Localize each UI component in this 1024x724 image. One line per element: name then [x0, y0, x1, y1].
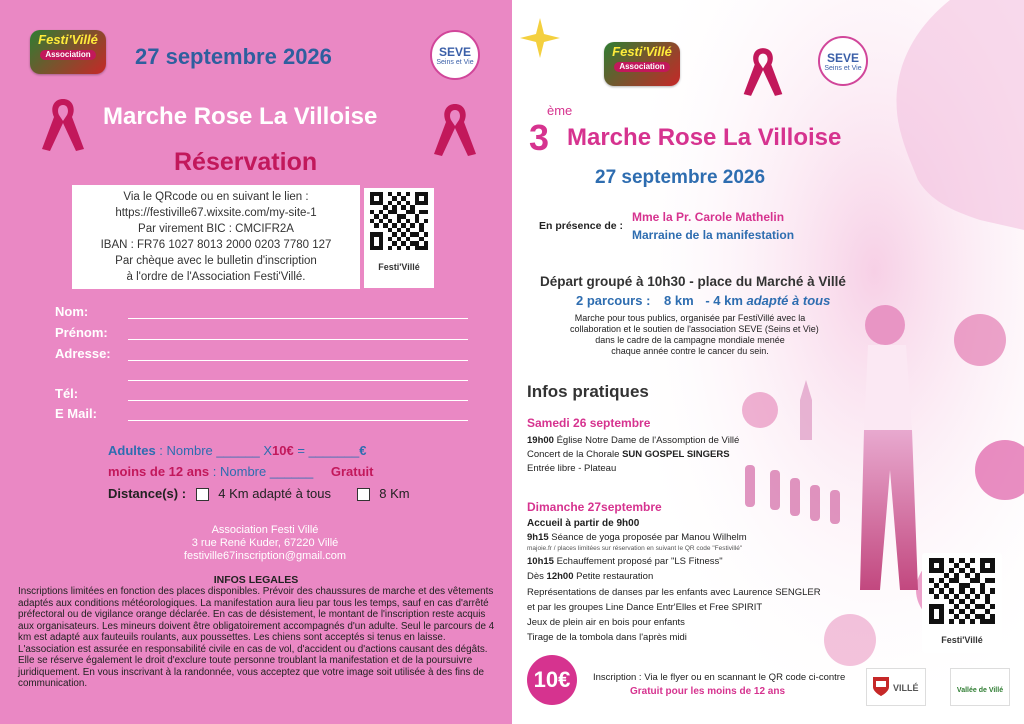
sunday-food [527, 571, 653, 582]
seve-logo-text: SEVE [826, 51, 859, 65]
child-label: moins de 12 ans [108, 464, 210, 479]
distance-8km-checkbox[interactable] [357, 488, 370, 501]
yoga-text: Séance de yoga proposée par Manou Wilhelm [548, 532, 747, 543]
warmup-text: Echauffement proposé par "LS Fitness" [553, 556, 723, 567]
form-label-adresse: Adresse: [55, 346, 111, 361]
sunday-dance-2: et par les groupes Line Dance Entr'Elles et Free SPIRIT [527, 602, 763, 613]
seve-logo [430, 30, 480, 80]
yoga-note: majoie.fr / places limitées sur réservation en suivant le QR code "Festivillé" [527, 545, 743, 552]
prenom-field[interactable] [128, 339, 468, 340]
infos-heading: Infos pratiques [527, 382, 649, 401]
sunday-raffle: Tirage de la tombola dans l'après midi [527, 632, 687, 643]
ville-logo [866, 668, 926, 706]
qr-code-card[interactable] [364, 188, 434, 288]
sunday-welcome: Accueil à partir de 9h00 [527, 518, 640, 529]
sunday-yoga [527, 532, 747, 543]
legal-text: Inscriptions limitées en fonction des places disponibles. Prévoir des chaussures de marche et des vêtements adaptés aux conditions météorologiques. La manifestation aura lieu par tous les temps, sauf en cas d'arrêté préfectoral ou de vigilance orange déclarée. En cas de désistement, le montant de l'inscription reste acquis aux organisateurs. Les mineurs doivent être obligatoirement accompagnés d'un adulte. Seul le parcours de 4 km est adapté aux fauteuils roulants, aux poussettes. Les chiens sont acceptés si tenus en laisse. L'association est assurée en responsabilité civile en cas de vol, d'accident ou d'actions causant des dégâts. Elle se réserve également le droit d'exclure toute personne troublant la manifestation et de la poursuivre juridiquement. En vous inscrivant à la randonnée, vous acceptez que votre image soit utilisée à des fins de communication. [18, 586, 495, 689]
concert-text: Concert de la Chorale [527, 449, 623, 460]
seve-logo-sub: Seins et Vie [824, 65, 862, 72]
qr-code-label: Festi'Villé [941, 635, 983, 645]
yoga-time: 9h15 [527, 532, 549, 543]
association-email[interactable]: festiville67inscription@gmail.com [183, 550, 347, 562]
form-label-nom: Nom: [55, 304, 89, 319]
qr-code-icon[interactable] [370, 192, 428, 250]
event-title: Marche Rose La Villoise [103, 103, 378, 130]
qr-code-icon[interactable] [929, 558, 995, 624]
presence-label: En présence de : [539, 220, 624, 232]
tel-field[interactable] [128, 400, 468, 401]
seve-logo-sub: Seins et Vie [436, 59, 474, 66]
distance-4km-label: 4 Km adapté à tous [218, 486, 332, 501]
nom-field[interactable] [128, 318, 468, 319]
saturday-title: Samedi 26 septembre [527, 416, 651, 430]
free-children-note: Gratuit pour les moins de 12 ans [630, 686, 786, 697]
qr-code-label: Festi'Villé [378, 262, 420, 272]
pink-ribbon-icon [740, 42, 786, 102]
child-free-label: Gratuit [330, 464, 374, 479]
adultes-pricing [108, 443, 366, 458]
festiville-logo-text: Festi'Villé [612, 44, 672, 59]
parcours-8km: 8 km [664, 293, 694, 308]
pink-ribbon-icon [38, 95, 88, 155]
saturday-entry: Entrée libre - Plateau [527, 463, 617, 474]
marraine-role: Marraine de la manifestation [632, 228, 795, 242]
choir-name: SUN GOSPEL SINGERS [622, 449, 730, 460]
distance-4km-checkbox[interactable] [196, 488, 209, 501]
saturday-line [527, 435, 739, 446]
parcours-4km: - 4 km [705, 293, 743, 308]
price-badge: 10€ [527, 655, 577, 705]
distance-8km-label: 8 Km [379, 486, 410, 501]
warmup-time: 10h15 [527, 556, 554, 567]
saturday-concert [527, 449, 730, 460]
event-title: Marche Rose La Villoise [567, 124, 842, 151]
festiville-logo-sub: Association [614, 62, 670, 72]
form-label-email: E Mail: [55, 406, 97, 421]
pink-ribbon-icon [430, 100, 480, 160]
child-count-field[interactable]: : Nombre ______ [212, 464, 314, 479]
vallee-logo-text: Vallée de Villé [956, 687, 1004, 694]
festiville-logo-sub: Association [40, 50, 96, 60]
adult-price: 10€ [272, 443, 294, 458]
payment-line: Par virement BIC : CMCIFR2A [138, 223, 294, 235]
adresse-field-line2[interactable] [128, 380, 468, 381]
child-pricing [108, 464, 373, 479]
departure-info: Départ groupé à 10h30 - place du Marché à Villé [540, 274, 846, 289]
adultes-count-field[interactable]: : Nombre ______ X [159, 443, 273, 458]
adultes-total-field[interactable]: = _______ [297, 443, 360, 458]
edition-suffix: ème [547, 103, 573, 118]
description-line: Marche pour tous publics, organisée par FestiVillé avec la [574, 313, 806, 323]
festiville-logo [604, 42, 680, 86]
association-address: 3 rue René Kuder, 67220 Villé [191, 537, 339, 549]
sunday-games: Jeux de plein air en bois pour enfants [527, 617, 685, 628]
reservation-heading: Réservation [174, 148, 318, 176]
sunday-warmup [527, 556, 723, 567]
parcours-row [576, 293, 830, 308]
description-line: chaque année contre le cancer du sein. [611, 346, 769, 356]
festiville-logo [30, 30, 106, 74]
description-line: dans le cadre de la campagne mondiale menée [595, 335, 785, 345]
distance-label: Distance(s) : [108, 486, 187, 501]
adultes-label: Adultes [108, 443, 156, 458]
parcours-adapted: adapté à tous [746, 293, 831, 308]
sunday-dance-1: Représentations de danses par les enfants avec Laurence SENGLER [527, 587, 821, 598]
payment-line: à l'ordre de l'Association Festi'Villé. [126, 271, 306, 283]
saturday-time: 19h00 [527, 435, 554, 446]
payment-line: IBAN : FR76 1027 8013 2000 0203 7780 127 [100, 239, 332, 251]
form-label-prenom: Prénom: [55, 325, 108, 340]
parcours-label: 2 parcours : [576, 293, 651, 308]
association-name: Association Festi Villé [211, 524, 319, 536]
distance-row [108, 486, 410, 501]
payment-line: Via le QRcode ou en suivant le lien : [123, 191, 309, 203]
form-label-tel: Tél: [55, 386, 79, 401]
euro-sign: € [359, 443, 367, 458]
email-field[interactable] [128, 420, 468, 421]
festiville-logo-text: Festi'Villé [38, 32, 98, 47]
food-text: Petite restauration [573, 571, 654, 582]
sparkle-icon [520, 18, 560, 58]
saturday-venue: Église Notre Dame de l'Assomption de Villé [553, 435, 740, 446]
food-time: 12h00 [546, 571, 574, 582]
inscription-info: Inscription : Via le flyer ou en scannant le QR code ci-contre [593, 672, 846, 683]
event-date: 27 septembre 2026 [135, 44, 332, 69]
qr-code-card[interactable] [922, 553, 1002, 653]
ville-logo-text: VILLÉ [893, 683, 919, 693]
edition-number: 3 [529, 117, 550, 158]
payment-line: Par chèque avec le bulletin d'inscription [115, 255, 317, 267]
registration-link[interactable]: https://festiville67.wixsite.com/my-site-1 [115, 207, 317, 219]
event-date: 27 septembre 2026 [595, 167, 766, 188]
seve-logo [818, 36, 868, 86]
payment-info-box [72, 185, 360, 289]
sunday-title: Dimanche 27septembre [527, 500, 662, 514]
legal-title: INFOS LEGALES [213, 574, 299, 586]
food-prefix: Dès [527, 571, 547, 582]
seve-logo-text: SEVE [438, 45, 471, 59]
crest-icon [871, 675, 891, 697]
vallee-logo [950, 668, 1010, 706]
marraine-name: Mme la Pr. Carole Mathelin [632, 210, 785, 224]
description-line: collaboration et le soutien de l'association SEVE (Seins et Vie) [570, 324, 819, 334]
adresse-field[interactable] [128, 360, 468, 361]
